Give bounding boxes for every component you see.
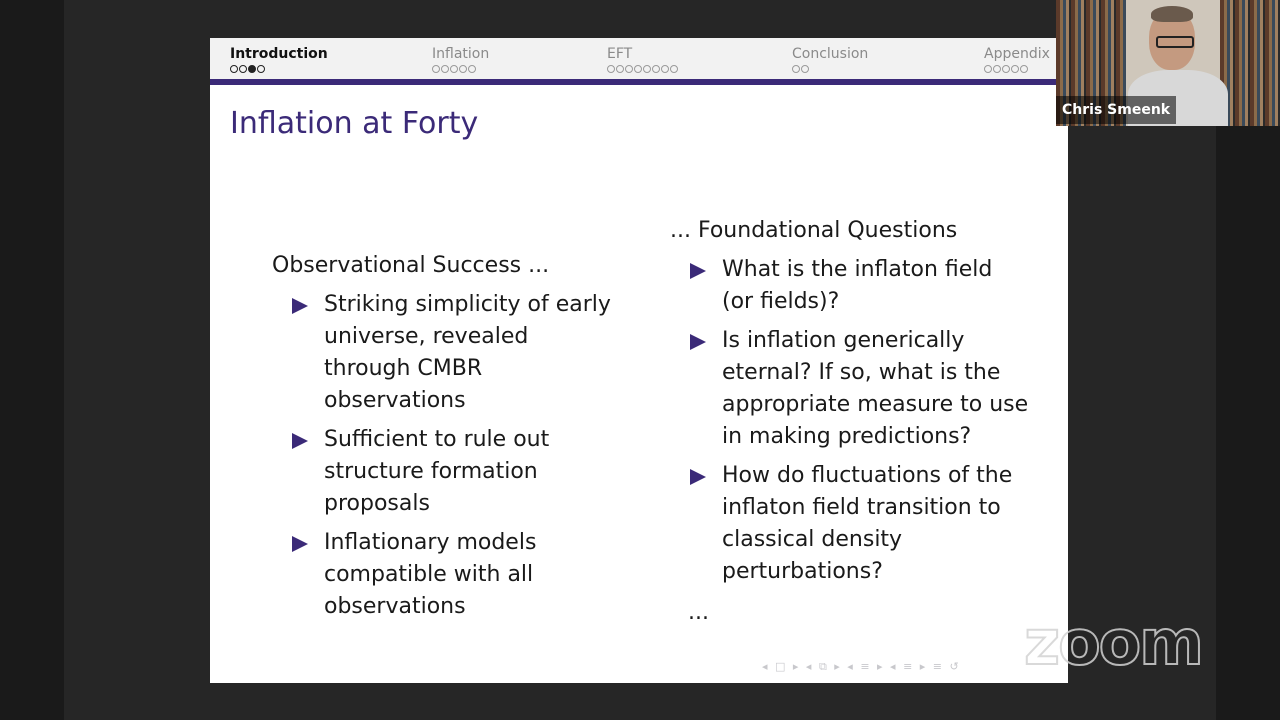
nav-label: Inflation (432, 46, 490, 62)
nav-dot[interactable] (248, 65, 256, 73)
nav-label: Appendix (984, 46, 1050, 62)
left-column-heading: Observational Success ... (272, 253, 550, 278)
list-item-text: Is inflation generically eternal? If so, what is the appropriate measure to use in making predictions? (722, 328, 1029, 449)
nav-dot[interactable] (239, 65, 247, 73)
nav-dot[interactable] (643, 65, 651, 73)
list-item-text: What is the inflaton field (or fields)? (722, 257, 993, 314)
triangle-bullet-icon (690, 469, 706, 485)
nav-dot[interactable] (459, 65, 467, 73)
right-bullet-list (690, 254, 1030, 588)
nav-section-appendix[interactable] (984, 46, 1050, 74)
participant-video-tile[interactable] (1056, 0, 1280, 126)
triangle-bullet-icon (690, 334, 706, 350)
left-letterbox (0, 0, 64, 720)
nav-dot[interactable] (670, 65, 678, 73)
nav-dot[interactable] (607, 65, 615, 73)
nav-dot[interactable] (634, 65, 642, 73)
nav-dot[interactable] (468, 65, 476, 73)
nav-dot[interactable] (984, 65, 992, 73)
nav-dot[interactable] (441, 65, 449, 73)
person-hair (1151, 6, 1193, 22)
nav-dot[interactable] (625, 65, 633, 73)
nav-dot[interactable] (661, 65, 669, 73)
nav-dot[interactable] (993, 65, 1001, 73)
nav-section-introduction[interactable] (230, 46, 328, 74)
nav-dots (432, 64, 489, 74)
list-item-text: How do fluctuations of the inflaton field transition to classical density perturbations? (722, 463, 1013, 584)
list-item (292, 289, 612, 417)
list-item-text: Sufficient to rule out structure formation proposals (324, 427, 550, 516)
nav-dot[interactable] (616, 65, 624, 73)
glasses-icon (1156, 36, 1194, 48)
nav-dot[interactable] (1002, 65, 1010, 73)
left-bullet-list (292, 289, 612, 623)
nav-label: Introduction (230, 46, 328, 62)
list-item-text: Inflationary models compatible with all observations (324, 530, 537, 619)
nav-dots (984, 64, 1050, 74)
nav-dots (607, 64, 679, 74)
nav-dot[interactable] (257, 65, 265, 73)
nav-dots (792, 64, 868, 74)
nav-label: EFT (607, 46, 633, 62)
closing-ellipsis: ... (688, 600, 709, 625)
nav-section-eft[interactable] (607, 46, 679, 74)
navbar-rule (210, 79, 1068, 85)
left-column (272, 250, 612, 623)
nav-dot[interactable] (230, 65, 238, 73)
slide-navbar (210, 38, 1068, 79)
triangle-bullet-icon (690, 263, 706, 279)
slide-title: Inflation at Forty (230, 106, 479, 141)
nav-label: Conclusion (792, 46, 869, 62)
participant-name-tag: Chris Smeenk (1056, 96, 1176, 124)
list-item (690, 254, 1030, 318)
beamer-navigation-symbols[interactable]: ◂ □ ▸ ◂ ⧉ ▸ ◂ ≡ ▸ ◂ ≡ ▸ ≡ ↺ (762, 660, 961, 673)
list-item-text: Striking simplicity of early universe, revealed through CMBR observations (324, 292, 611, 413)
bookshelf-right (1220, 0, 1280, 126)
nav-dot[interactable] (450, 65, 458, 73)
triangle-bullet-icon (292, 298, 308, 314)
nav-dot[interactable] (652, 65, 660, 73)
triangle-bullet-icon (292, 536, 308, 552)
nav-section-inflation[interactable] (432, 46, 489, 74)
nav-dots (230, 64, 328, 74)
shared-screen-slide (210, 38, 1068, 683)
list-item (292, 424, 612, 520)
nav-dot[interactable] (792, 65, 800, 73)
nav-dot[interactable] (1020, 65, 1028, 73)
nav-section-conclusion[interactable] (792, 46, 868, 74)
list-item (292, 527, 612, 623)
triangle-bullet-icon (292, 433, 308, 449)
nav-dot[interactable] (1011, 65, 1019, 73)
right-column-heading: ... Foundational Questions (670, 218, 958, 243)
right-column (670, 215, 1030, 588)
list-item (690, 325, 1030, 453)
nav-dot[interactable] (432, 65, 440, 73)
list-item (690, 460, 1030, 588)
nav-dot[interactable] (801, 65, 809, 73)
zoom-logo-watermark: zoom (1024, 606, 1202, 679)
